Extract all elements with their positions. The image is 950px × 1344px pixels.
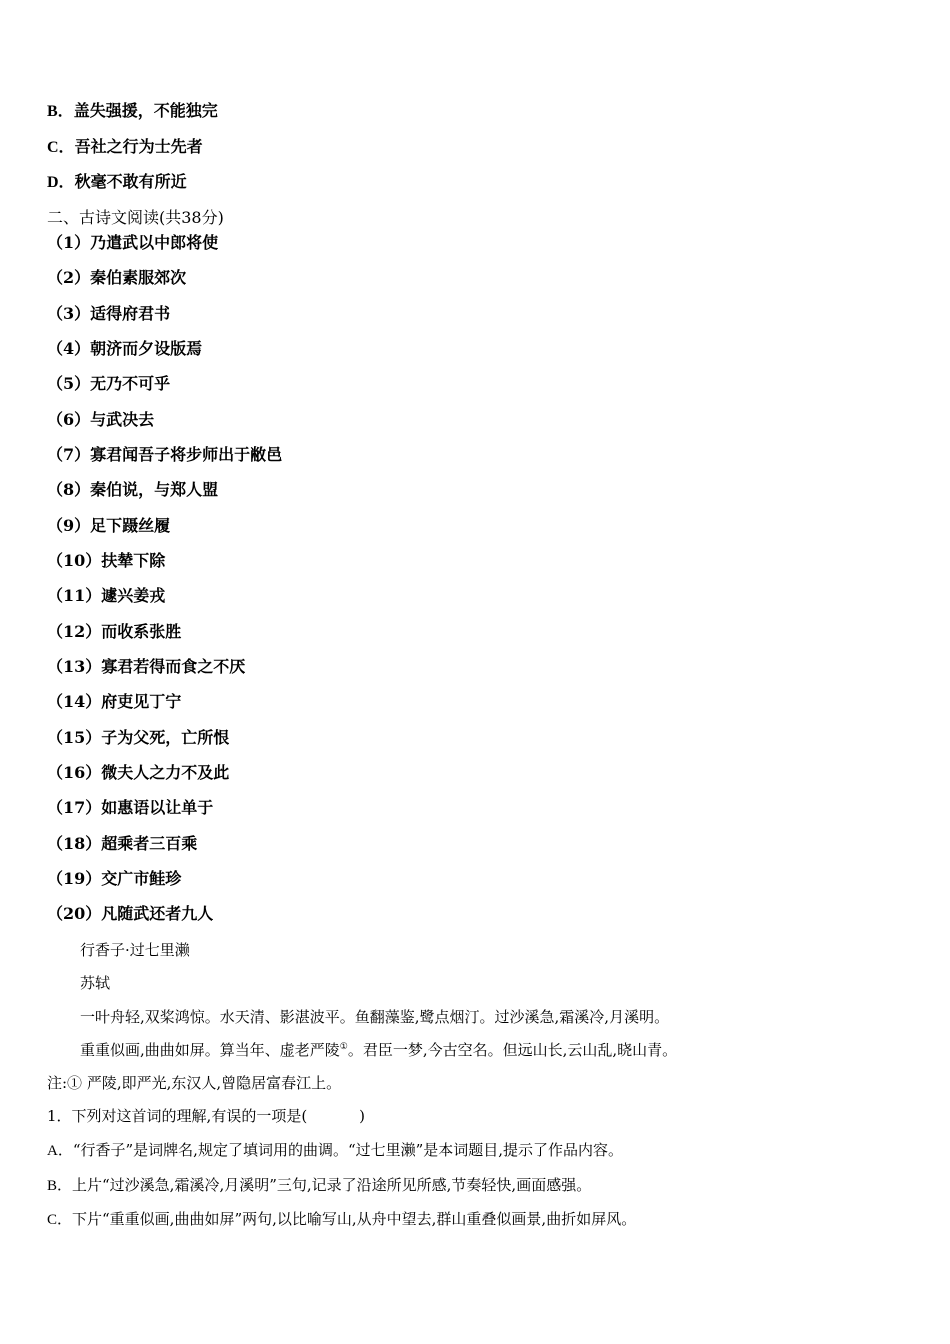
list-item: （16）微夫人之力不及此 <box>47 763 230 782</box>
poem-title: 行香子·过七里濑 <box>80 941 190 959</box>
list-item: （18）超乘者三百乘 <box>47 834 198 853</box>
option-d-prev <box>47 174 187 191</box>
option-label: D． <box>47 174 75 191</box>
list-item: （6）与武决去 <box>47 410 155 429</box>
option-c-prev <box>47 139 203 156</box>
list-item: （1）乃遣武以中郎将使 <box>47 233 219 252</box>
footnote-marker: ① <box>339 1042 348 1052</box>
section-title: 二、古诗文阅读(共38分) <box>47 208 224 227</box>
list-item: （2）秦伯素服郊次 <box>47 268 187 287</box>
list-item: （12）而收系张胜 <box>47 622 182 641</box>
list-item: （13）寡君若得而食之不厌 <box>47 657 246 676</box>
option-text: 盖失强援，不能独完 <box>73 101 218 120</box>
list-item: （8）秦伯说，与郑人盟 <box>47 480 219 499</box>
list-item: （14）府吏见丁宁 <box>47 692 182 711</box>
question-stem: 1．下列对这首词的理解,有误的一项是( ) <box>47 1107 366 1125</box>
list-item: （9）足下蹑丝履 <box>47 516 171 535</box>
list-item: （5）无乃不可乎 <box>47 374 171 393</box>
question-option-b: B．上片“过沙溪急,霜溪冷,月溪明”三句,记录了沿途所见所感,节奏轻快,画面感强。 <box>47 1176 592 1194</box>
poem-line-2: 重重似画,曲曲如屏。算当年、虚老严陵①。君臣一梦,今古空名。但远山长,云山乱,晓山青。 <box>80 1041 678 1059</box>
list-item: （19）交广市鲑珍 <box>47 869 182 888</box>
question-option-c: C．下片“重重似画,曲曲如屏”两句,以比喻写山,从舟中望去,群山重叠似画景,曲折如屏风。 <box>47 1210 637 1228</box>
list-item: （15）子为父死，亡所恨 <box>47 728 230 747</box>
question-option-a: A．“行香子”是词牌名,规定了填词用的曲调。“过七里濑”是本词题目,提示了作品内容。 <box>47 1141 624 1159</box>
list-item: （3）适得府君书 <box>47 304 171 323</box>
option-b-prev <box>47 103 218 120</box>
list-item: （17）如惠语以让单于 <box>47 798 214 817</box>
option-text: 吾社之行为士先者 <box>74 137 203 156</box>
list-item: （11）遽兴姜戎 <box>47 586 166 605</box>
list-item: （4）朝济而夕设版焉 <box>47 339 203 358</box>
list-item: （7）寡君闻吾子将步师出于敝邑 <box>47 445 283 464</box>
poem-author: 苏轼 <box>80 974 111 992</box>
option-label: B． <box>47 103 74 120</box>
option-label: C． <box>47 139 75 156</box>
list-item: （10）扶辇下除 <box>47 551 166 570</box>
poem-line-1: 一叶舟轻,双桨鸿惊。水天清、影湛波平。鱼翻藻鉴,鹭点烟汀。过沙溪急,霜溪冷,月溪明。 <box>80 1008 670 1026</box>
option-text: 秋毫不敢有所近 <box>74 172 187 191</box>
footnote: 注:① 严陵,即严光,东汉人,曾隐居富春江上。 <box>47 1074 342 1092</box>
list-item: （20）凡随武还者九人 <box>47 904 214 923</box>
